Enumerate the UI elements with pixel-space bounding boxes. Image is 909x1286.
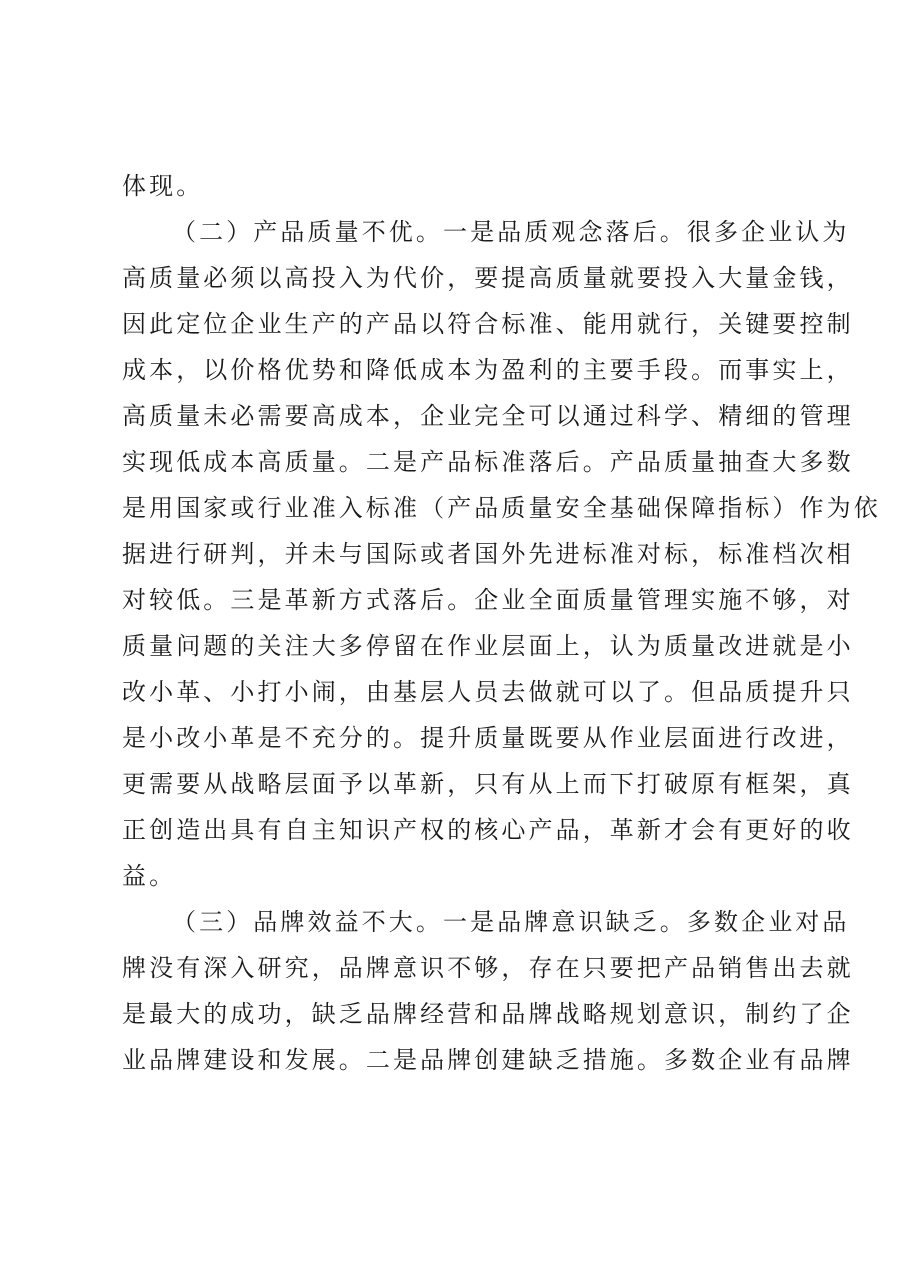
text-line: 益。 (122, 862, 177, 890)
text-line: 实现低成本高质量。二是产品标准落后。产品质量抽查大多数 (122, 448, 854, 476)
text-line: 因此定位企业生产的产品以符合标准、能用就行，关键要控制 (122, 310, 854, 338)
text-line: 改小革、小打小闹，由基层人员去做就可以了。但品质提升只 (122, 678, 854, 706)
text-line: 体现。 (122, 172, 204, 200)
text-line: 是最大的成功，缺乏品牌经营和品牌战略规划意识，制约了企 (122, 1000, 854, 1028)
text-line: 正创造出具有自主知识产权的核心产品，革新才会有更好的收 (122, 816, 854, 844)
text-line: 是用国家或行业准入标准（产品质量安全基础保障指标）作为依 (122, 494, 881, 522)
text-line: 业品牌建设和发展。二是品牌创建缺乏措施。多数企业有品牌 (122, 1046, 854, 1074)
text-line: 牌没有深入研究，品牌意识不够，存在只要把产品销售出去就 (122, 954, 854, 982)
text-line: 对较低。三是革新方式落后。企业全面质量管理实施不够，对 (122, 586, 854, 614)
text-line: 是小改小革是不充分的。提升质量既要从作业层面进行改进， (122, 724, 854, 752)
section-heading-line: （三）品牌效益不大。一是品牌意识缺乏。多数企业对品 (172, 908, 850, 936)
text-line: 高质量必须以高投入为代价，要提高质量就要投入大量金钱， (122, 264, 854, 292)
text-line: 质量问题的关注大多停留在作业层面上，认为质量改进就是小 (122, 632, 854, 660)
text-line: 成本，以价格优势和降低成本为盈利的主要手段。而事实上， (122, 356, 854, 384)
text-line: 高质量未必需要高成本，企业完全可以通过科学、精细的管理 (122, 402, 854, 430)
section-heading-line: （二）产品质量不优。一是品质观念落后。很多企业认为 (172, 218, 850, 246)
text-line: 更需要从战略层面予以革新，只有从上而下打破原有框架，真 (122, 770, 854, 798)
text-line: 据进行研判，并未与国际或者国外先进标准对标，标准档次相 (122, 540, 854, 568)
